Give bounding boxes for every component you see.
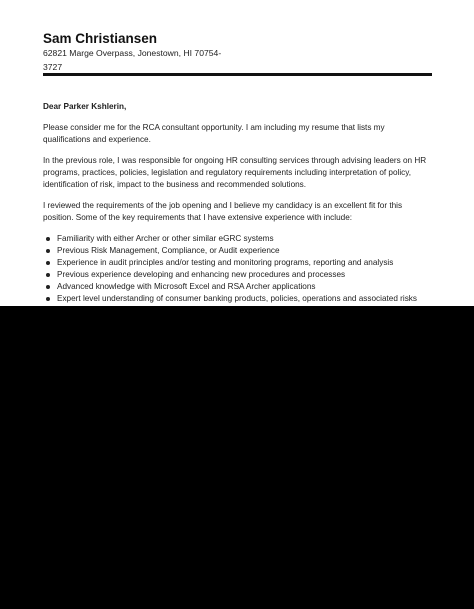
bullet-icon xyxy=(46,249,50,253)
sender-name: Sam Christiansen xyxy=(43,31,158,46)
list-item xyxy=(43,281,433,293)
sender-address: 62821 Marge Overpass, Jonestown, HI 70754-3727 xyxy=(43,48,222,72)
requirements-paragraph: I reviewed the requirements of the job opening and I believe my candidacy is an excellent fit for this position. Some of the key requirements that I have extensive experience with include: xyxy=(43,201,403,222)
list-item-text: Previous experience developing and enhancing new procedures and processes xyxy=(57,270,346,279)
header-divider xyxy=(43,73,432,76)
letter-body xyxy=(43,101,433,317)
salutation: Dear Parker Kshlerin, xyxy=(43,102,127,111)
bullet-icon xyxy=(46,273,50,277)
list-item xyxy=(43,257,433,269)
list-item-text: Expert level understanding of consumer banking products, policies, operations and associated risks xyxy=(57,294,417,303)
experience-paragraph: In the previous role, I was responsible for ongoing HR consulting services through advising leaders on HR programs, practices, policies, legislation and regulatory requirements including interpretation of policy, identification of risk, impact to the business and recommended solutions. xyxy=(43,156,427,189)
intro-paragraph: Please consider me for the RCA consultant opportunity. I am including my resume that lists my qualifications and experience. xyxy=(43,123,385,144)
redaction-block xyxy=(0,306,474,609)
list-item xyxy=(43,245,433,257)
bullet-icon xyxy=(46,297,50,301)
list-item xyxy=(43,269,433,281)
bullet-icon xyxy=(46,237,50,241)
bullet-icon xyxy=(46,285,50,289)
bullet-icon xyxy=(46,261,50,265)
list-item xyxy=(43,233,433,245)
requirements-list xyxy=(43,233,433,317)
list-item-text: Experience in audit principles and/or testing and monitoring programs, reporting and analysis xyxy=(57,258,394,267)
list-item-text: Previous Risk Management, Compliance, or Audit experience xyxy=(57,246,280,255)
list-item-text: Familiarity with either Archer or other similar eGRC systems xyxy=(57,234,274,243)
list-item-text: Advanced knowledge with Microsoft Excel and RSA Archer applications xyxy=(57,282,316,291)
